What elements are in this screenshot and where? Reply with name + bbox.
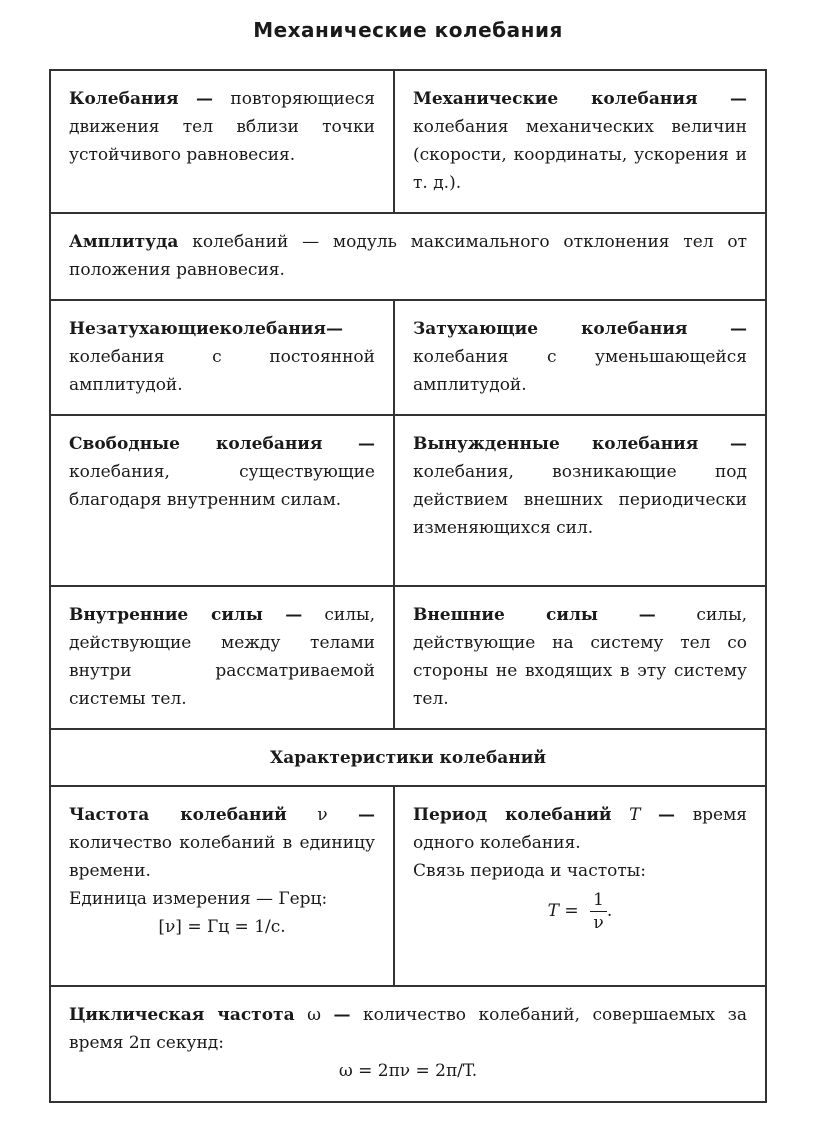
term-external-forces: Внешние силы: [413, 605, 598, 625]
dash: —: [333, 1005, 351, 1025]
term-undamped: Незатухающиеколебания—: [69, 319, 343, 339]
term-period: Период колебаний: [413, 805, 612, 825]
formula-eq: =: [564, 901, 579, 921]
dash: —: [195, 89, 213, 109]
definition-cyclic-frequency: количество колебаний, совершаемых за время 2π секунд:: [69, 1005, 747, 1053]
term-damped: Затухающие колебания: [413, 319, 688, 339]
cell-cyclic-frequency: [50, 986, 766, 1102]
definition-mechanical-oscillations: колебания механических величин (скорости, координаты, ускорения и т. д.).: [413, 117, 747, 193]
relation-text: Связь периода и частоты:: [413, 861, 647, 881]
cell-amplitude: [50, 213, 766, 300]
cell-forced: [394, 415, 766, 586]
symbol-period: T: [629, 805, 641, 825]
table-row: [50, 729, 766, 786]
symbol-frequency: ν: [317, 805, 328, 825]
definition-forced: колебания, возникающие под действием внешних периодически изменяющихся сил.: [413, 462, 747, 538]
term-amplitude: Амплитуда: [69, 232, 179, 252]
cell-oscillations: [50, 70, 394, 213]
dash: —: [730, 89, 748, 109]
unit-text: Единица измерения — Герц:: [69, 889, 328, 909]
dash: —: [638, 605, 656, 625]
section-heading: Характеристики колебаний: [50, 729, 766, 786]
dash: —: [730, 434, 747, 454]
dash: —: [658, 805, 675, 825]
cell-frequency: [50, 786, 394, 986]
definition-frequency: количество колебаний в единицу времени.: [69, 833, 375, 881]
dash: —: [358, 805, 375, 825]
dash: —: [358, 434, 376, 454]
term-cyclic-frequency: Циклическая частота: [69, 1005, 295, 1025]
period-formula: [413, 889, 747, 934]
page-title: Механические колебания: [253, 18, 563, 42]
definitions-table: [49, 69, 767, 1103]
definition-period: время одного колебания.: [413, 805, 748, 853]
cell-damped: [394, 300, 766, 415]
table-row: [50, 986, 766, 1102]
cell-internal-forces: [50, 586, 394, 729]
formula-lhs: T: [547, 901, 560, 921]
definition-free: колебания, существующие благодаря внутренним силам.: [69, 462, 375, 510]
term-free: Свободные колебания: [69, 434, 323, 454]
fraction-numerator: 1: [590, 889, 607, 912]
definition-amplitude: колебаний — модуль максимального отклонения тел от положения равновесия.: [69, 232, 747, 280]
formula-end: .: [606, 901, 613, 921]
term-frequency: Частота колебаний: [69, 805, 287, 825]
cell-free: [50, 415, 394, 586]
term-forced: Вынужденные колебания: [413, 434, 699, 454]
cell-mechanical-oscillations: [394, 70, 766, 213]
dash: —: [730, 319, 747, 339]
fraction: [590, 889, 607, 934]
definition-damped: колебания с уменьшающейся амплитудой.: [413, 347, 747, 395]
definition-external-forces: силы, действующие на систему тел со стороны не входящих в эту систему тел.: [413, 605, 748, 709]
table-row: [50, 786, 766, 986]
table-row: [50, 70, 766, 213]
definition-oscillations: повторяющиеся движения тел вблизи точки устойчивого равновесия.: [69, 89, 376, 165]
fraction-denominator: ν: [593, 913, 604, 933]
unit-formula: [ν] = Гц = 1/с.: [158, 917, 286, 937]
table-row: [50, 213, 766, 300]
cell-period: [394, 786, 766, 986]
table-row: [50, 300, 766, 415]
definition-internal-forces: силы, действующие между телами внутри рассматриваемой системы тел.: [69, 605, 375, 709]
term-oscillations: Колебания: [69, 89, 179, 109]
term-mechanical-oscillations: Механические колебания: [413, 89, 698, 109]
table-row: [50, 415, 766, 586]
definition-undamped: колебания с постоянной амплитудой.: [69, 347, 375, 395]
cyclic-formula: ω = 2πν = 2π/T.: [338, 1061, 478, 1081]
cell-undamped: [50, 300, 394, 415]
cell-external-forces: [394, 586, 766, 729]
term-internal-forces: Внутренние силы: [69, 605, 263, 625]
symbol-cyclic-frequency: ω: [307, 1005, 321, 1025]
table-row: [50, 586, 766, 729]
dash: —: [285, 605, 303, 625]
